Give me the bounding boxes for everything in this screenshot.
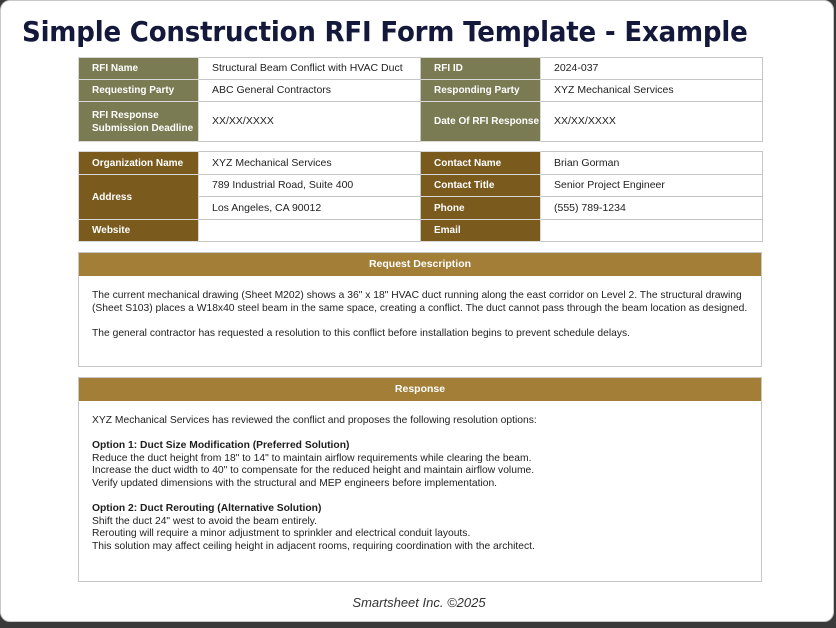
copyright-footer: Smartsheet Inc. ©2025 — [352, 595, 486, 610]
rfi-info-table — [78, 57, 763, 142]
option-line: Increase the duct width to 40" to compensate for the reduced height and maintain airflow volume. — [92, 465, 535, 477]
response-section — [78, 377, 762, 582]
requesting-party-label: Requesting Party — [79, 80, 199, 102]
organization-name-label: Organization Name — [79, 152, 199, 175]
table-row — [79, 58, 763, 80]
option-line: Rerouting will require a minor adjustment to sprinkler and electrical conduit layouts. — [92, 528, 471, 540]
request-description-header: Request Description — [79, 253, 761, 276]
phone-label: Phone — [421, 197, 541, 220]
email-label: Email — [421, 220, 541, 242]
website-field[interactable] — [199, 220, 421, 242]
contact-name-label: Contact Name — [421, 152, 541, 175]
table-row — [79, 220, 763, 242]
rfi-id-label: RFI ID — [421, 58, 541, 80]
request-description-section — [78, 252, 762, 367]
submission-deadline-label-line1: RFI Response — [92, 109, 159, 121]
contact-name-field[interactable]: Brian Gorman — [541, 152, 763, 175]
response-date-field[interactable]: XX/XX/XXXX — [541, 102, 763, 142]
option-title: Option 1: Duct Size Modification (Preferred Solution) — [92, 440, 350, 452]
option-line: This solution may affect ceiling height in adjacent rooms, requiring coordination with the architect. — [92, 540, 535, 552]
address-line1-field[interactable]: 789 Industrial Road, Suite 400 — [199, 175, 421, 197]
table-row — [79, 152, 763, 175]
rfi-name-label: RFI Name — [79, 58, 199, 80]
request-paragraph: The current mechanical drawing (Sheet M202) shows a 36" x 18" HVAC duct running along the east corridor on Level 2. The structural drawing (Sheet S103) places a W18x40 steel beam in the same space, creating a conflict. The duct cannot pass through the beam location as designed. — [92, 290, 748, 314]
submission-deadline-label-line2: Submission Deadline — [92, 122, 194, 134]
response-intro: XYZ Mechanical Services has reviewed the conflict and proposes the following resolution options: — [92, 415, 537, 426]
response-header: Response — [79, 378, 761, 401]
request-paragraph: The general contractor has requested a resolution to this conflict before installation begins to prevent schedule delays. — [92, 327, 631, 339]
response-option-2 — [92, 503, 748, 553]
table-row — [79, 102, 763, 142]
contact-info-table — [78, 151, 763, 242]
response-option-1 — [92, 440, 748, 490]
requesting-party-field[interactable]: ABC General Contractors — [199, 80, 421, 102]
request-description-body[interactable] — [79, 276, 761, 340]
option-line: Reduce the duct height from 18" to 14" to maintain airflow requirements while clearing the beam. — [92, 452, 532, 464]
email-field[interactable] — [541, 220, 763, 242]
rfi-name-field[interactable]: Structural Beam Conflict with HVAC Duct — [199, 58, 421, 80]
responding-party-label: Responding Party — [421, 80, 541, 102]
contact-title-field[interactable]: Senior Project Engineer — [541, 175, 763, 197]
rfi-id-field[interactable]: 2024-037 — [541, 58, 763, 80]
option-line: Shift the duct 24" west to avoid the beam entirely. — [92, 515, 317, 527]
address-line2-field[interactable]: Los Angeles, CA 90012 — [199, 197, 421, 220]
organization-name-field[interactable]: XYZ Mechanical Services — [199, 152, 421, 175]
phone-field[interactable]: (555) 789-1234 — [541, 197, 763, 220]
response-date-label: Date Of RFI Response — [421, 102, 541, 142]
option-title: Option 2: Duct Rerouting (Alternative Solution) — [92, 503, 322, 515]
table-row — [79, 80, 763, 102]
website-label: Website — [79, 220, 199, 242]
table-row — [79, 175, 763, 197]
submission-deadline-field[interactable]: XX/XX/XXXX — [199, 102, 421, 142]
option-line: Verify updated dimensions with the structural and MEP engineers before implementation. — [92, 477, 498, 489]
response-body[interactable] — [79, 401, 761, 554]
address-label: Address — [79, 175, 199, 220]
responding-party-field[interactable]: XYZ Mechanical Services — [541, 80, 763, 102]
contact-title-label: Contact Title — [421, 175, 541, 197]
submission-deadline-label — [79, 102, 199, 142]
page-title: Simple Construction RFI Form Template - Example — [22, 15, 748, 48]
